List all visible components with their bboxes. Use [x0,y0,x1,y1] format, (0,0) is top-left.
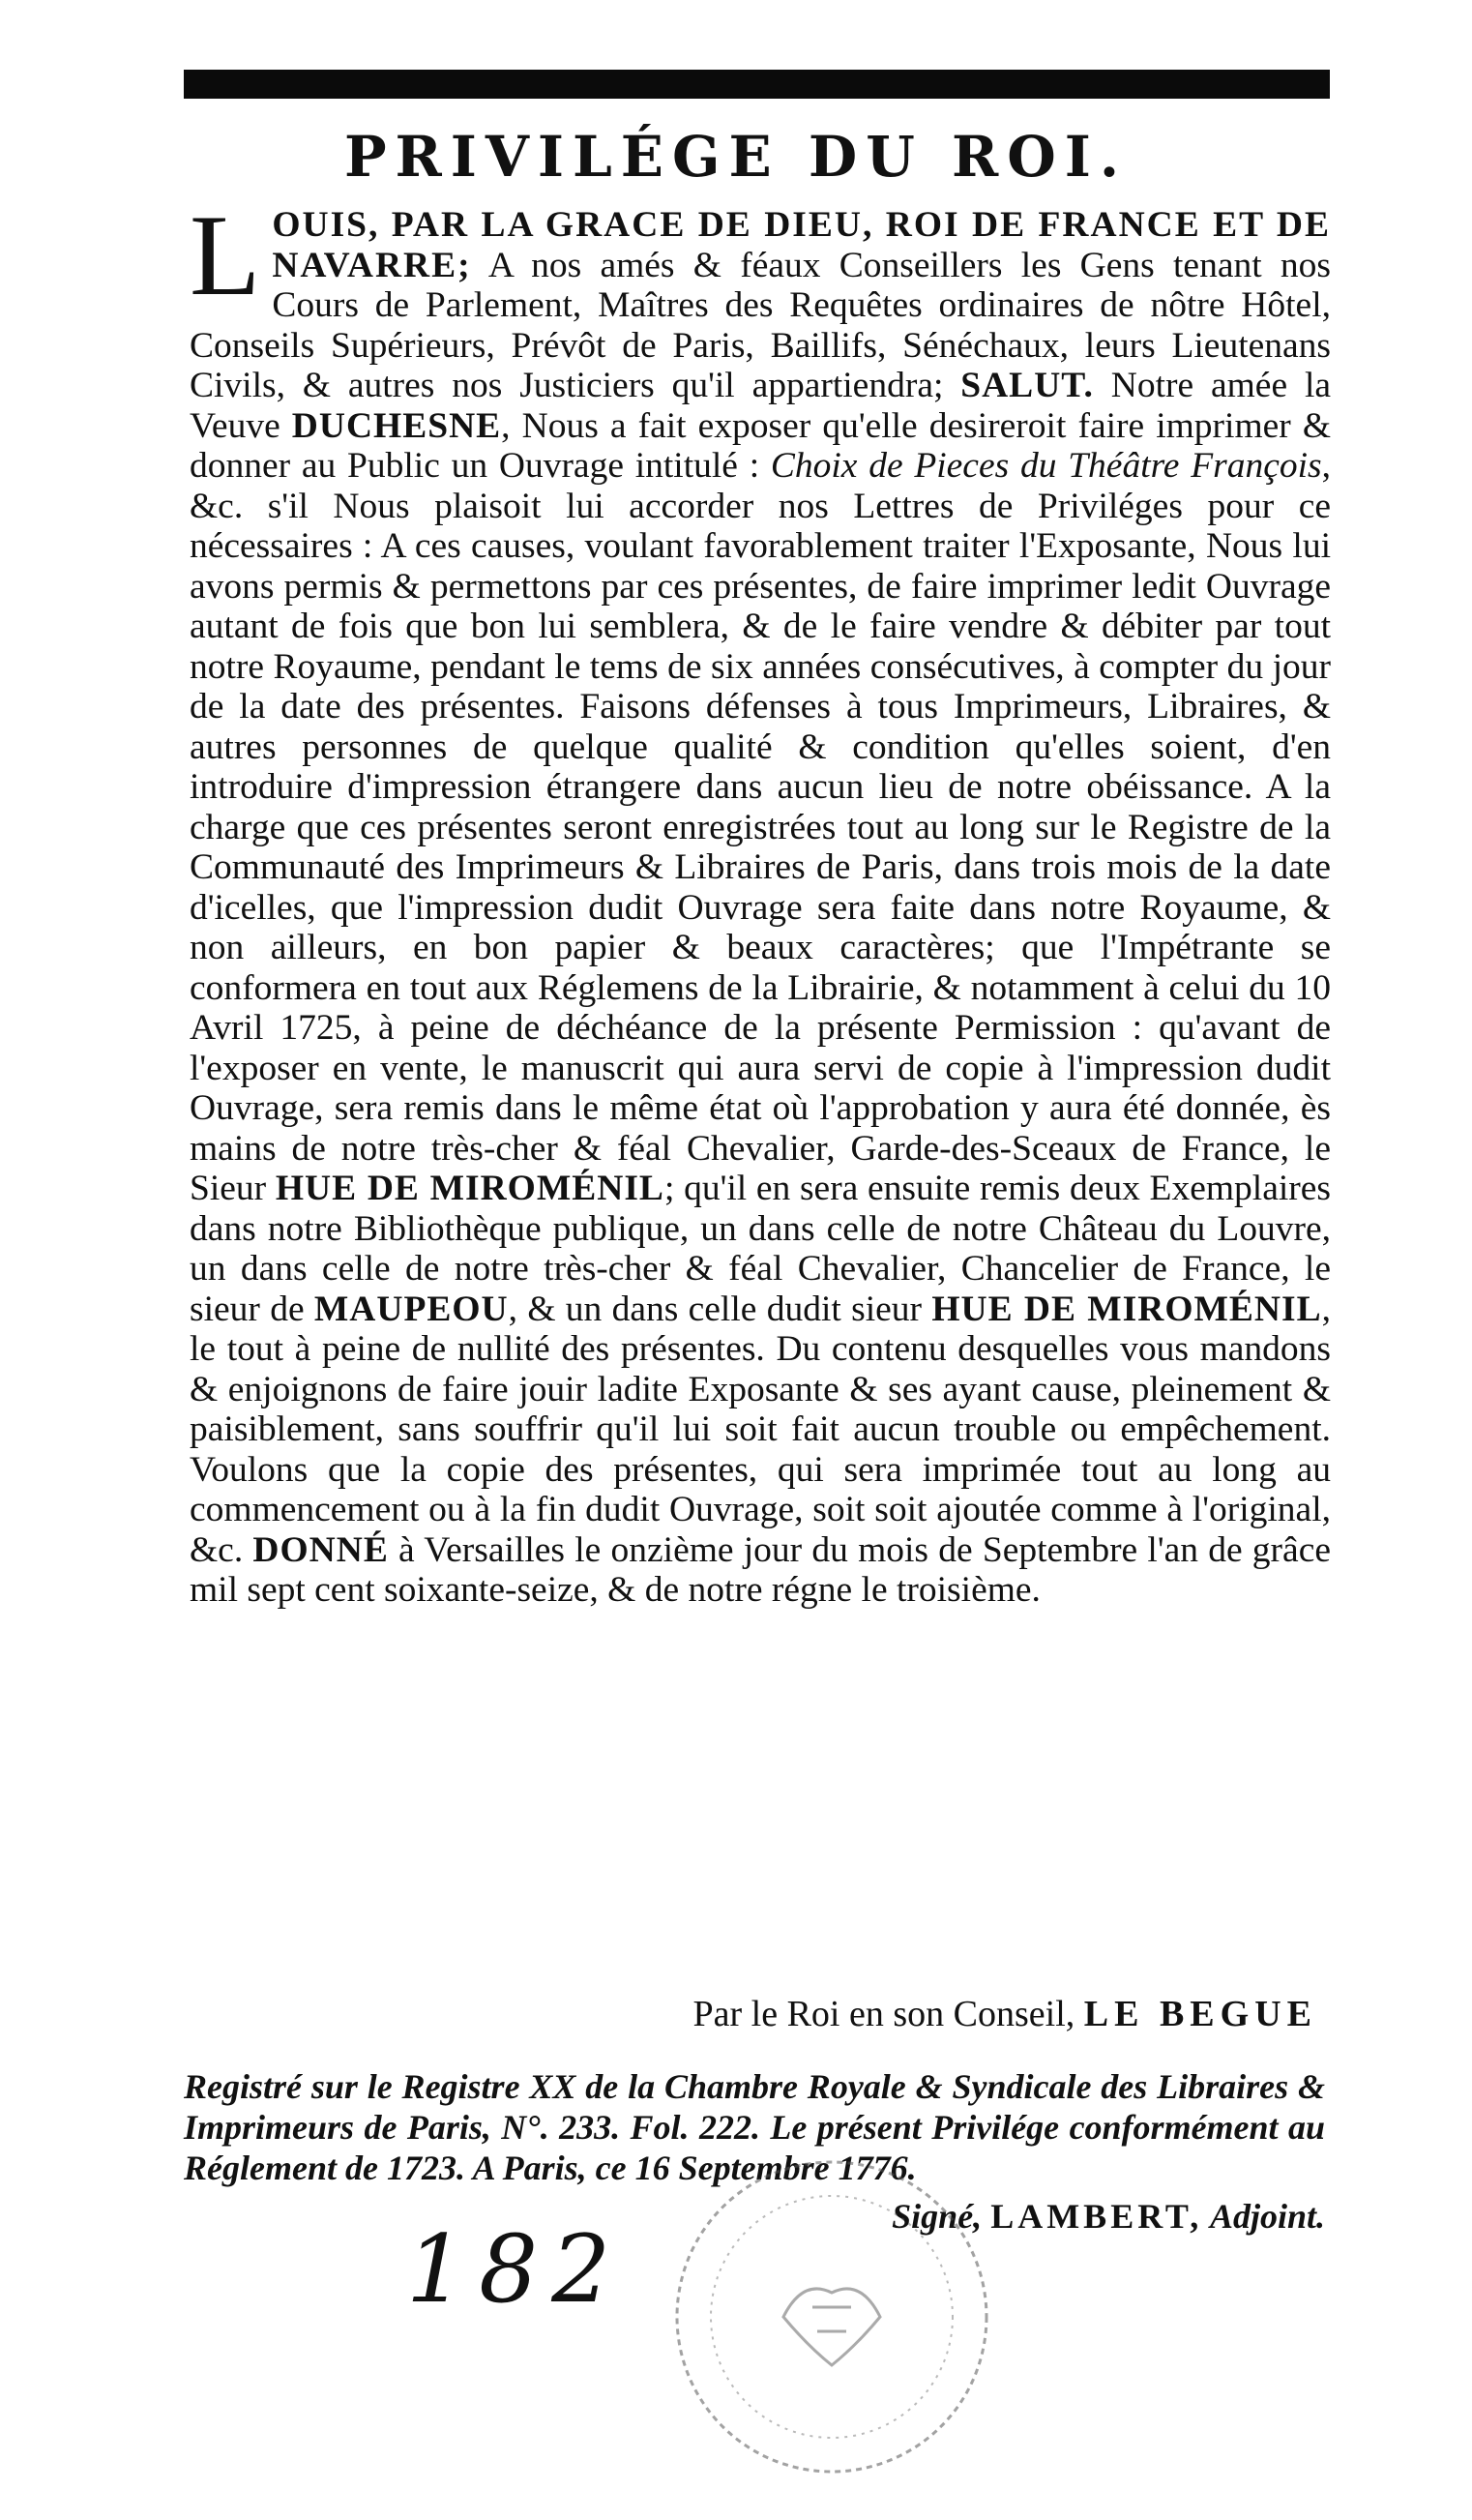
royal-signature [693,1993,1318,2035]
garde-des-sceaux-name: HUE DE MIROMÉNIL [931,1289,1322,1329]
signature-name: LE BEGUE [1083,1994,1317,2034]
salut-word: SALUT. [960,366,1094,405]
top-rule [184,70,1330,99]
body-segment: , Nous a fait exposer qu'elle desireroit faire imprimer & donner au Public un Ouvrage intitulé : [190,405,1331,486]
body-segment: A nos amés & féaux Conseillers les Gens tenant nos Cours de Parlement, Maîtres des Requêtes ordinaires de nôtre Hôtel, Conseils Supérieurs, Prévôt de Paris, Baillifs, Sénéchaux, leurs Lieutenans Civils, & autres nos Justiciers qu'il appartiendra; [190,245,1331,405]
privilege-body [190,191,1332,1611]
body-segment: Notre amée la Veuve [190,366,1332,446]
signature-prefix: Par le Roi en son Conseil, [692,1994,1075,2034]
work-title: Choix de Pieces du Théâtre François [770,446,1322,486]
body-segment: à Versailles le onzième jour du mois de Septembre l'an de grâce mil sept cent soixante-seize, & de notre régne le troisième. [190,1529,1331,1610]
exposante-name: DUCHESNE [291,405,502,446]
royal-intro: OUIS, PAR LA GRACE DE DIEU, ROI DE FRANCE ET DE NAVARRE; [272,205,1331,285]
registration-sign-suffix: Adjoint. [1209,2197,1325,2236]
body-segment: , & un dans celle dudit sieur [508,1289,932,1329]
body-segment: , &c. s'il Nous plaisoit lui accorder nos Lettres de Priviléges pour ce nécessaires : A ces causes, voulant favorablement traiter l'Exposante, Nous lui avons permis & permettons par ces présentes, de faire imprimer ledit Ouvrage autant de fois que bon lui semblera, & de le faire vendre & débiter par tout notre Royaume, pendant le tems de six années consécutives, à compter du jour de la date des présentes. Faisons défenses à tous Imprimeurs, Libraires, & autres personnes de quelque qualité & condition qu'elles soient, d'en introduire d'impression étrangere dans aucun lieu de notre obéissance. A la charge que ces présentes seront enregistrées tout au long sur le Registre de la Communauté des Imprimeurs & Libraires de Paris, dans trois mois de la date d'icelles, que l'impression dudit Ouvrage sera faite dans notre Royaume, & non ailleurs, en bon papier & beaux caractères; que l'Impétrante se conformera en tout aux Réglemens de la Librairie, & notamment à celui du 10 Avril 1725, à peine de déchéance de la présente Permission : qu'avant de l'exposer en vente, le manuscrit qui aura servi de copie à l'impression dudit Ouvrage, sera remis dans le même état où l'approbation y aura été donnée, ès mains de notre très-cher & féal Chevalier, Garde-des-Sceaux de France, le Sieur [190,446,1331,1208]
registration-sign-prefix: Signé, [892,2197,983,2236]
donne-word: DONNÉ [252,1529,389,1570]
chancelier-name: MAUPEOU [313,1289,509,1329]
drop-cap: L [190,191,261,319]
page-title: PRIVILÉGE DU ROI. [343,124,1129,190]
body-segment: ; qu'il en sera ensuite remis deux Exemplaires dans notre Bibliothèque publique, un dans celle de notre Château du Louvre, un dans celle de notre très-cher & féal Chevalier, Chancelier de France, le sieur de [190,1169,1331,1329]
handwritten-folio-number: 182 [406,2215,625,2324]
body-segment: , le tout à peine de nullité des présentes. Du contenu desquelles vous mandons & enjoignons de faire jouir ladite Exposante & ses ayant cause, pleinement & paisiblement, sans souffrir qu'il lui soit fait aucun trouble ou empêchement. Voulons que la copie des présentes, qui sera imprimée tout au long au commencement ou à la fin dudit Ouvrage, soit soit ajoutée comme à l'original, &c. [190,1289,1331,1570]
registration-sign-name: LAMBERT, [990,2197,1203,2236]
garde-des-sceaux-name: HUE DE MIROMÉNIL [275,1169,664,1208]
registration-text: Registré sur le Registre XX de la Chambre Royale & Syndicale des Libraires & Imprimeurs de Paris, N°. 233. Fol. 222. Le présent Privilége conformément au Réglement de 1723. A Paris, ce 16 Septembre 1776. [184,2067,1325,2187]
library-stamp [658,2123,1006,2491]
